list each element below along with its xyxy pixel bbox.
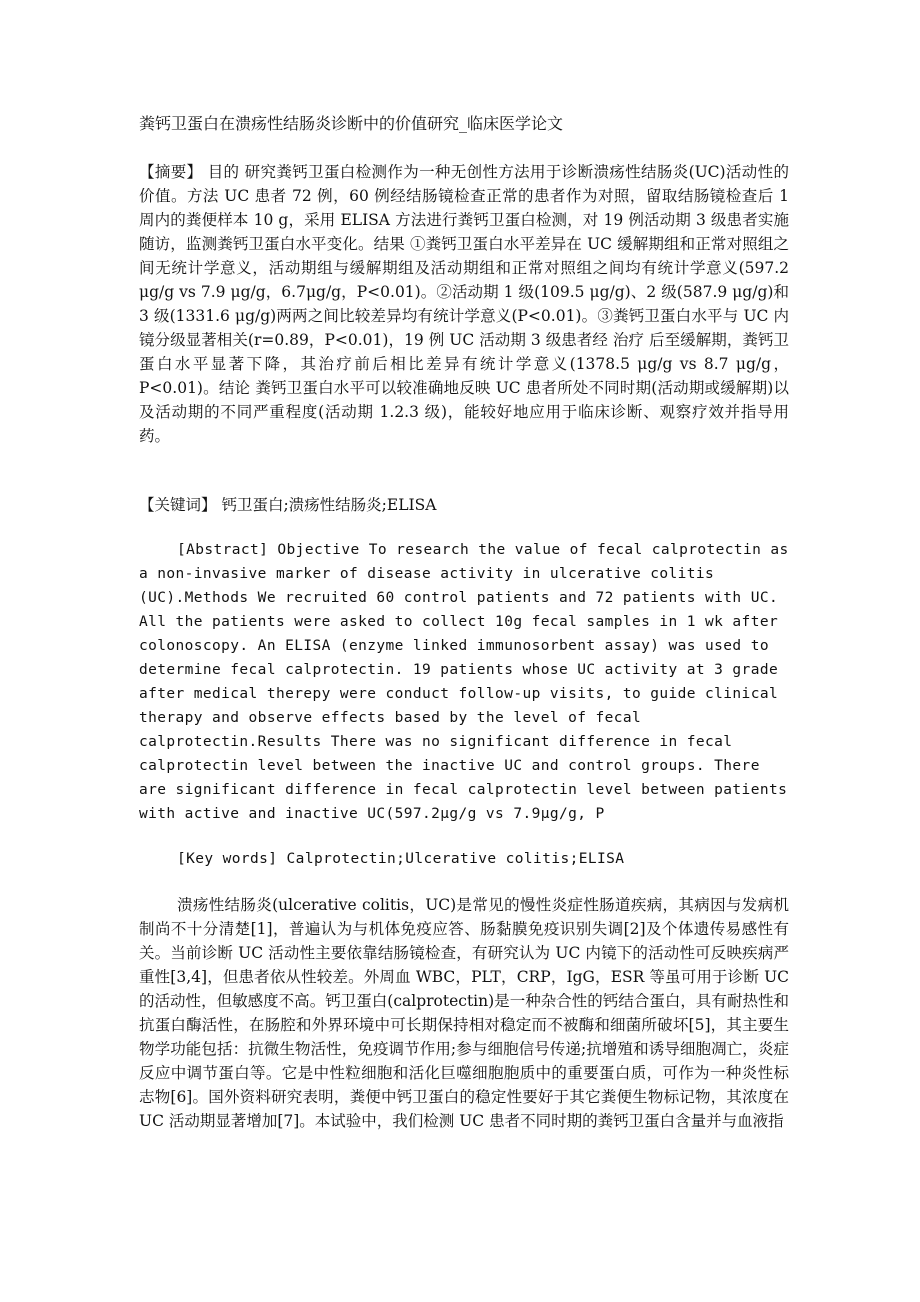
abstract-english: [Abstract] Objective To research the value of fecal calprotectin as a non-invasive marker of disease activity in ulcerative colitis (UC).Methods We recruited 60 control patients and 72 patients with UC. All the patients were asked to collect 10g fecal samples in 1 wk after colonoscopy. An ELISA (enzyme linked immunosorbent assay) was used to determine fecal calprotectin. 19 patients whose UC activity at 3 grade after medical therepy were conduct follow-up visits, to guide clinical therapy and observe effects based by the level of fecal calprotectin.Results There was no significant difference in fecal calprotectin level between the inactive UC and control groups. There are significant difference in fecal calprotectin level between patients with active and inactive UC(597.2μg/g vs 7.9μg/g, P	[139, 542, 789, 822]
keywords-label: 【关键词】	[139, 496, 217, 514]
abstract-label: 【摘要】	[139, 163, 203, 181]
document-title: 粪钙卫蛋白在溃疡性结肠炎诊断中的价值研究_临床医学论文	[139, 114, 564, 133]
abstract-text: 目的 研究粪钙卫蛋白检测作为一种无创性方法用于诊断溃疡性结肠炎(UC)活动性的价值。方法 UC 患者 72 例，60 例经结肠镜检查正常的患者作为对照，留取结肠镜检查后 1 周内的粪便样本 10 g，采用 ELISA 方法进行粪钙卫蛋白检测，对 19 例活动期 3 级患者实施随访，监测粪钙卫蛋白水平变化。结果 ①粪钙卫蛋白水平差异在 UC 缓解期组和正常对照组之间无统计学意义，活动期组与缓解期组及活动期组和正常对照组之间均有统计学意义(597.2 μg/g vs 7.9 μg/g，6.7μg/g，P<0.01)。②活动期 1 级(109.5 μg/g)、2 级(587.9 μg/g)和 3 级(1331.6 μg/g)两两之间比较差异均有统计学意义(P<0.01)。③粪钙卫蛋白水平与 UC 内镜分级显著相关(r=0.89，P<0.01)，19 例 UC 活动期 3 级患者经 治疗 后至缓解期，粪钙卫蛋白水平显著下降，其治疗前后相比差异有统计学意义(1378.5 μg/g vs 8.7 μg/g，P<0.01)。结论 粪钙卫蛋白水平可以较准确地反映 UC 患者所处不同时期(活动期或缓解期)以及活动期的不同严重程度(活动期 1.2.3 级)，能较好地应用于临床诊断、观察疗效并指导用药。	[139, 163, 789, 445]
body-paragraph: 溃疡性结肠炎(ulcerative colitis，UC)是常见的慢性炎症性肠道疾病，其病因与发病机制尚不十分清楚[1]，普遍认为与机体免疫应答、肠黏膜免疫识别失调[2]及个体遗传易感性有关。当前诊断 UC 活动性主要依靠结肠镜检查，有研究认为 UC 内镜下的活动性可反映疾病严重性[3,4]，但患者依从性较差。外周血 WBC，PLT，CRP，IgG，ESR 等虽可用于诊断 UC 的活动性，但敏感度不高。钙卫蛋白(calprotectin)是一种杂合性的钙结合蛋白，具有耐热性和抗蛋白酶活性，在肠腔和外界环境中可长期保持相对稳定而不被酶和细菌所破坏[5]，其主要生物学功能包括：抗微生物活性，免疫调节作用;参与细胞信号传递;抗增殖和诱导细胞凋亡，炎症反应中调节蛋白等。它是中性粒细胞和活化巨噬细胞胞质中的重要蛋白质，可作为一种炎性标志物[6]。国外资料研究表明，粪便中钙卫蛋白的稳定性要好于其它粪便生物标记物，其浓度在 UC 活动期显著增加[7]。本试验中，我们检测 UC 患者不同时期的粪钙卫蛋白含量并与血液指	[139, 896, 789, 1130]
abstract-chinese	[139, 160, 789, 448]
keywords-text: 钙卫蛋白;溃疡性结肠炎;ELISA	[216, 496, 437, 514]
keywords-chinese	[139, 493, 789, 517]
keywords-english: [Key words] Calprotectin;Ulcerative colitis;ELISA	[177, 851, 625, 867]
